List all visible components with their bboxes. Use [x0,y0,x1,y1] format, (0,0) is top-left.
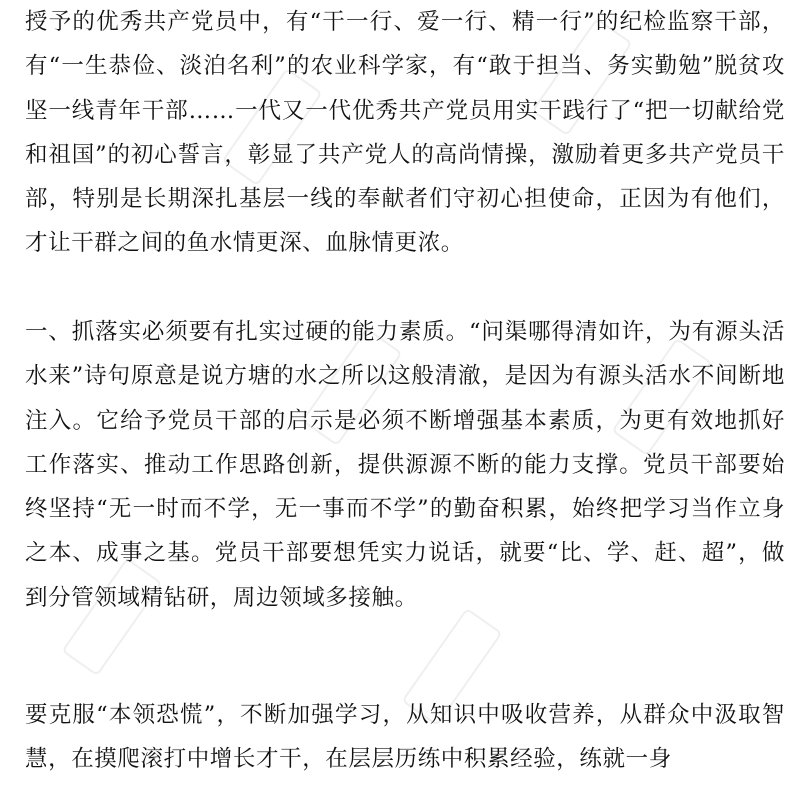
body-paragraph: 授予的优秀共产党员中，有“干一行、爱一行、精一行”的纪检监察干部，有“一生恭俭、淡泊名利”的农业科学家，有“敢于担当、务实勤勉”脱贫攻坚一线青年干部……一代又一代优秀共产党员用实干践行了“把一切献给党和祖国”的初心誓言，彰显了共产党人的高尚情操，激励着更多共产党员干部，特别是长期深扎基层一线的奉献者们守初心担使命，正因为有他们，才让干群之间的鱼水情更深、血脉情更浓。 [25,9,785,257]
body-paragraph: 要克服“本领恐慌”，不断加强学习，从知识中吸收营养，从群众中汲取智慧，在摸爬滚打中增长才干，在层层历练中积累经验，练就一身 [25,702,785,773]
section-one-paragraph: 一、抓落实必须要有扎实过硬的能力素质。“问渠哪得清如许，为有源头活水来”诗句原意是说方塘的水之所以这般清澈，是因为有源头活水不间断地注入。它给予党员干部的启示是必须不断增强基本素质，为更有效地抓好工作落实、推动工作思路创新，提供源源不断的能力支撑。党员干部要始终坚持“无一时而不学，无一事而不学”的勤奋积累，始终把学习当作立身之本、成事之基。党员干部要想凭实力说话，就要“比、学、赶、超”，做到分管领域精钻研，周边领域多接触。 [25,319,785,611]
